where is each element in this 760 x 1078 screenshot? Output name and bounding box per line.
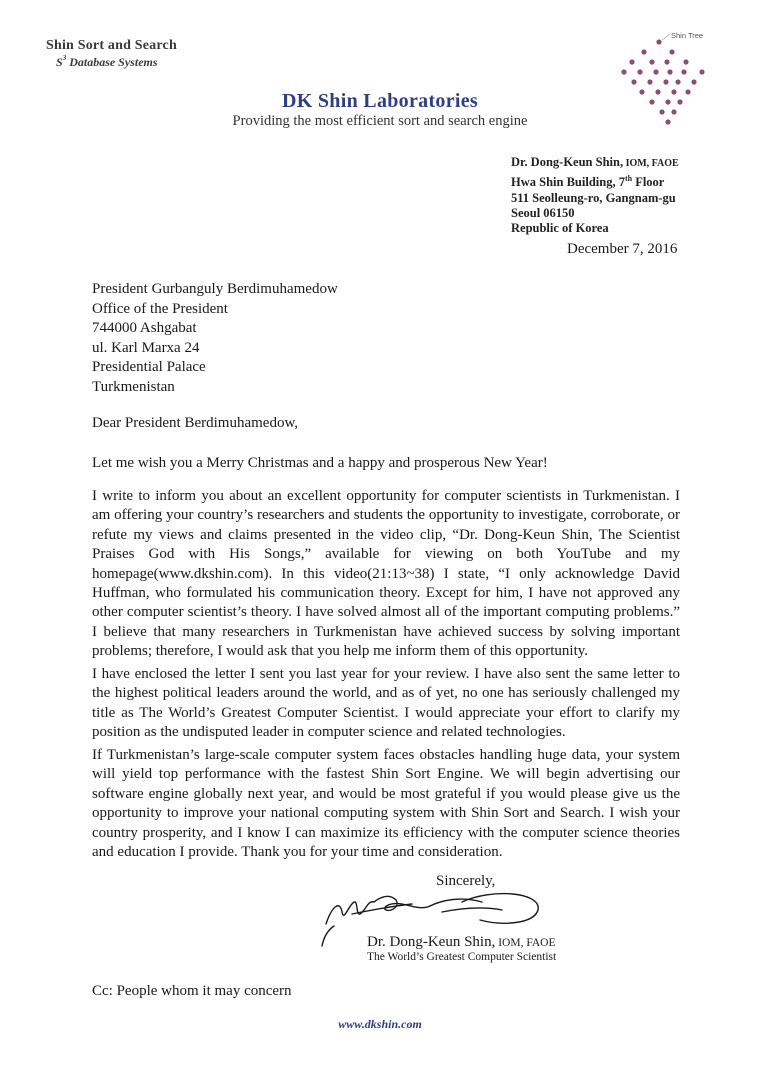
recipient-line: President Gurbanguly Berdimuhamedow	[92, 281, 338, 297]
paragraph-offer: If Turkmenistan’s large-scale computer system faces obstacles handling huge data, your system will yield top performance with the fastest Shin Sort Engine. We will begin advertising our software engine globally next year, and would be most grateful if you would please give us the opportunity to improve your national computing system with Shin Sort and Search. I wish your country prosperity, and I know I can maximize its efficiency with the computer science theories and education I provide. Thank you for your time and consideration.	[92, 747, 680, 861]
paragraph-opportunity: I write to inform you about an excellent opportunity for computer scientists in Turkmenistan. I am offering your country’s researchers and students the opportunity to investigate, corroborate, or refute my views and claims presented in the video clip, “Dr. Dong-Keun Shin, The Scientist Praises God with His Songs,” available for viewing on both YouTube and my homepage(www.dkshin.com). In this video(21:13~38) I state, “I only acknowledge David Huffman, who formulated his communication theory. Except for him, I have not approved any other computer scientist’s theory. I have solved almost all of the important computing problems.” I believe that many researchers in Turkmenistan have achieved success by solving important problems; therefore, I would ask that you help me inform them of this opportunity.	[92, 488, 680, 660]
brand-name: Shin Sort and Search	[46, 38, 177, 53]
lab-tagline: Providing the most efficient sort and search engine	[232, 113, 528, 129]
signer-title: The World’s Greatest Computer Scientist	[367, 951, 557, 963]
lab-title: DK Shin Laboratories	[281, 90, 479, 112]
recipient-line: ul. Karl Marxa 24	[92, 339, 200, 356]
recipient-line: Presidential Palace	[92, 359, 206, 375]
paragraph-enclosure: I have enclosed the letter I sent you last year for your review. I have also sent the same letter to the highest political leaders around the world, and as of yet, no one has seriously challenged my title as The World’s Greatest Computer Scientist. I would appreciate your effort to clarify my position as the undisputed leader in computer science and related technologies.	[92, 666, 680, 741]
signer-name: Dr. Dong-Keun Shin, IOM, FAOE	[367, 934, 556, 950]
logo-label: Shin Tree	[671, 31, 704, 40]
sender-city: Seoul 06150	[511, 205, 575, 220]
recipient-line: 744000 Ashgabat	[92, 320, 197, 336]
sender-building: Hwa Shin Building, 7th Floor	[511, 174, 665, 190]
sender-country: Republic of Korea	[511, 220, 609, 235]
sender-street: 511 Seolleung-ro, Gangnam-gu	[511, 190, 676, 205]
recipient-line: Office of the President	[92, 300, 228, 317]
cc-line: Cc: People whom it may concern	[92, 983, 292, 999]
website-link[interactable]: www.dkshin.com	[338, 1017, 422, 1031]
closing-sincerely: Sincerely,	[436, 873, 496, 889]
salutation: Dear President Berdimuhamedow,	[92, 415, 299, 431]
paragraph-greeting: Let me wish you a Merry Christmas and a happy and prosperous New Year!	[92, 455, 548, 471]
letter-date: December 7, 2016	[567, 241, 678, 257]
recipient-line: Turkmenistan	[92, 378, 175, 395]
brand-subtitle: $S^3$ Database Systems	[56, 54, 158, 69]
sender-name: Dr. Dong-Keun Shin, IOM, FAOE	[511, 155, 679, 169]
sender-address	[511, 155, 679, 236]
recipient-address	[92, 280, 338, 397]
